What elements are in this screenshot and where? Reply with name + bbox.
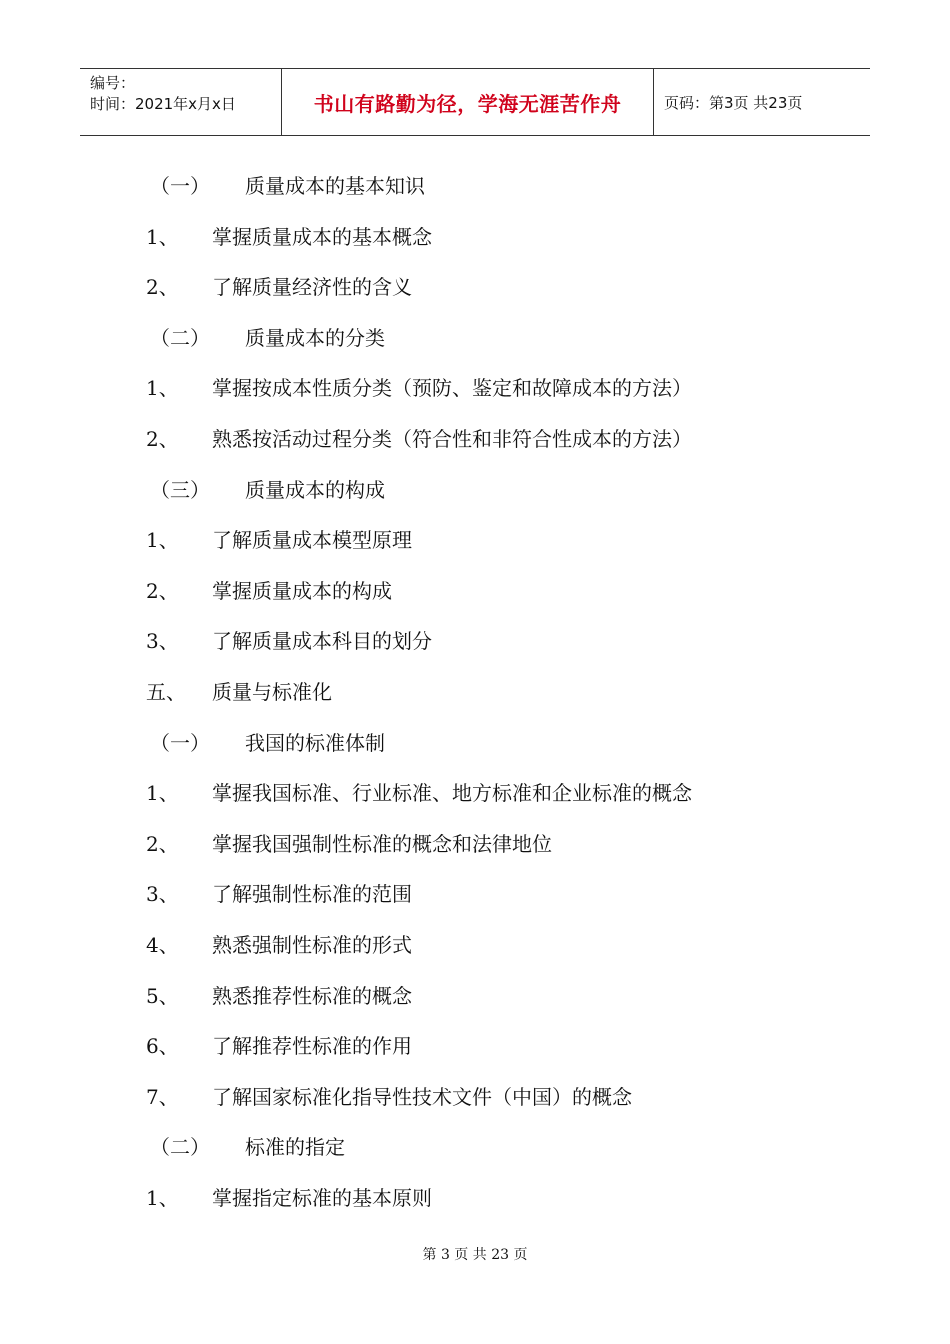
- outline-item: [146, 1032, 866, 1060]
- outline-text: 掌握我国标准、行业标准、地方标准和企业标准的概念: [212, 781, 692, 805]
- outline-text: 质量成本的构成: [245, 478, 385, 502]
- outline-number: （二）: [150, 1135, 210, 1159]
- outline-item: [146, 880, 866, 908]
- outline-subheading: [150, 1133, 870, 1161]
- outline-number: 1、: [146, 1186, 179, 1210]
- outline-text: 掌握指定标准的基本原则: [212, 1186, 432, 1210]
- outline-text: 质量与标准化: [212, 680, 332, 704]
- outline-text: 质量成本的基本知识: [245, 174, 425, 198]
- outline-number: （二）: [150, 326, 210, 350]
- outline-item: [146, 1184, 866, 1212]
- header-meta: [80, 69, 282, 135]
- header-motto: 书山有路勤为径，学海无涯苦作舟: [282, 69, 654, 135]
- outline-item: [146, 273, 866, 301]
- outline-item: [146, 627, 866, 655]
- outline-number: 3、: [146, 882, 179, 906]
- outline-number: 1、: [146, 528, 179, 552]
- outline-number: 7、: [146, 1085, 179, 1109]
- outline-number: 6、: [146, 1034, 179, 1058]
- outline-number: 五、: [146, 680, 186, 704]
- outline-item: [146, 678, 866, 706]
- outline-item: [146, 779, 866, 807]
- outline-subheading: [150, 476, 870, 504]
- outline-text: 了解强制性标准的范围: [212, 882, 412, 906]
- outline-text: 熟悉按活动过程分类（符合性和非符合性成本的方法）: [212, 427, 692, 451]
- outline-number: 2、: [146, 427, 179, 451]
- outline-number: 4、: [146, 933, 179, 957]
- outline-number: 1、: [146, 225, 179, 249]
- document-number-label: 编号：: [90, 74, 136, 92]
- outline-item: [146, 1083, 866, 1111]
- outline-text: 我国的标准体制: [245, 731, 385, 755]
- outline-item: [146, 577, 866, 605]
- header-page-info: 页码：第3页 共23页: [664, 93, 803, 112]
- outline-item: [146, 830, 866, 858]
- outline-number: 2、: [146, 579, 179, 603]
- outline-text: 掌握质量成本的基本概念: [212, 225, 432, 249]
- page-footer: 第 3 页 共 23 页: [422, 1247, 528, 1263]
- outline-text: 熟悉强制性标准的形式: [212, 933, 412, 957]
- outline-item: [146, 526, 866, 554]
- outline-text: 掌握质量成本的构成: [212, 579, 392, 603]
- document-time-label: 时间：2021年x月x日: [90, 95, 236, 113]
- page-header: [80, 68, 870, 136]
- outline-item: [146, 374, 866, 402]
- outline-number: 3、: [146, 629, 179, 653]
- outline-text: 了解质量经济性的含义: [212, 275, 412, 299]
- outline-item: [146, 223, 866, 251]
- outline-text: 标准的指定: [245, 1135, 345, 1159]
- outline-number: （一）: [150, 174, 210, 198]
- outline-number: 2、: [146, 275, 179, 299]
- outline-text: 了解质量成本科目的划分: [212, 629, 432, 653]
- outline-subheading: [150, 729, 870, 757]
- outline-item: [146, 931, 866, 959]
- outline-number: 1、: [146, 781, 179, 805]
- outline-text: 了解国家标准化指导性技术文件（中国）的概念: [212, 1085, 632, 1109]
- outline-item: [146, 982, 866, 1010]
- outline-item: [146, 425, 866, 453]
- outline-subheading: [150, 172, 870, 200]
- outline-number: （一）: [150, 731, 210, 755]
- outline-number: 2、: [146, 832, 179, 856]
- outline-text: 质量成本的分类: [245, 326, 385, 350]
- outline-text: 熟悉推荐性标准的概念: [212, 984, 412, 1008]
- outline-subheading: [150, 324, 870, 352]
- outline-number: （三）: [150, 478, 210, 502]
- outline-text: 了解质量成本模型原理: [212, 528, 412, 552]
- outline-number: 5、: [146, 984, 179, 1008]
- outline-number: 1、: [146, 376, 179, 400]
- outline-text: 掌握我国强制性标准的概念和法律地位: [212, 832, 552, 856]
- outline-text: 了解推荐性标准的作用: [212, 1034, 412, 1058]
- outline-text: 掌握按成本性质分类（预防、鉴定和故障成本的方法）: [212, 376, 692, 400]
